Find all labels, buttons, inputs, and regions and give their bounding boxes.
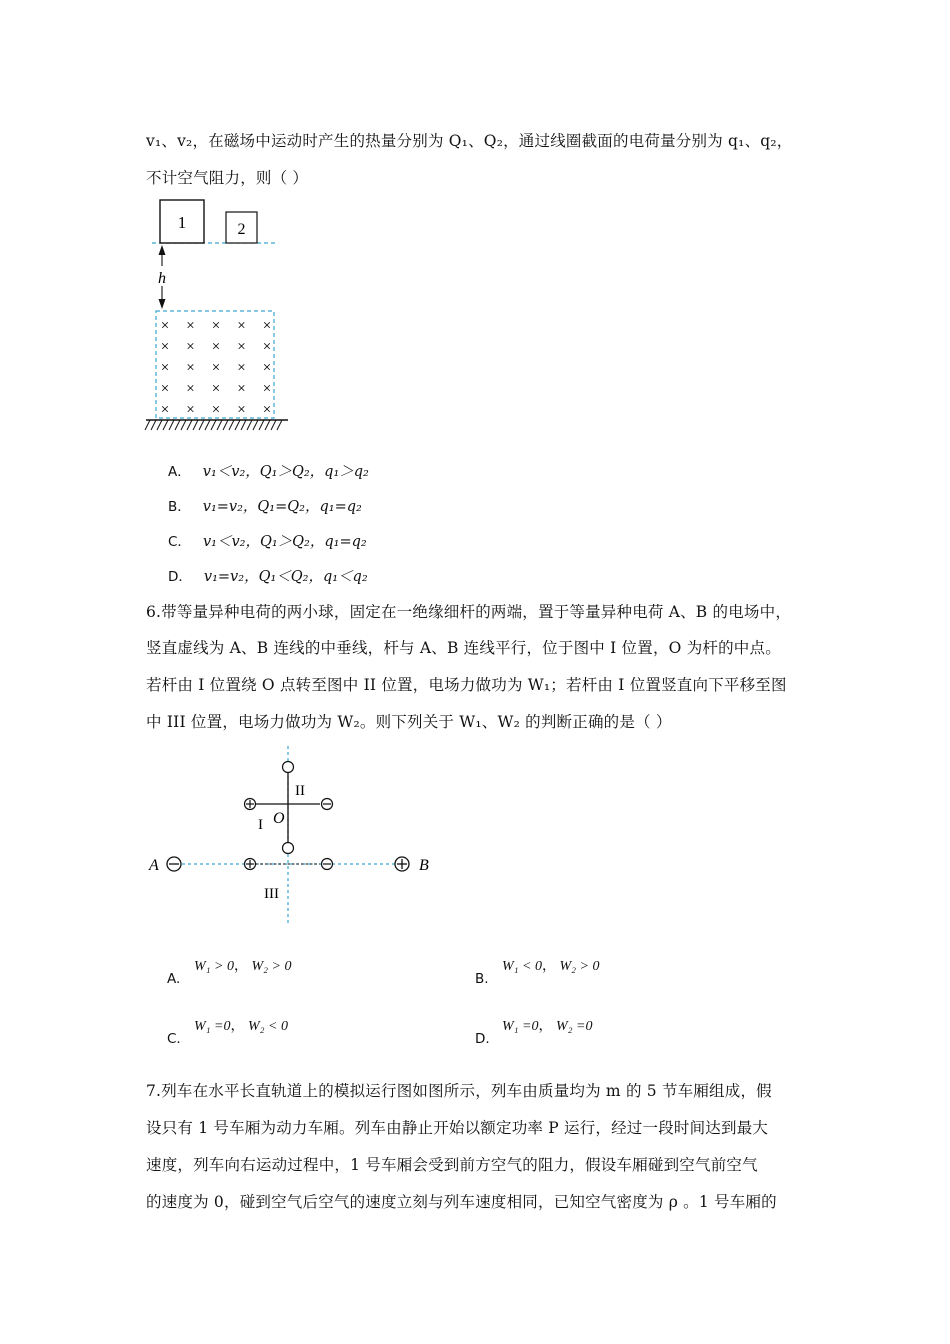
q7-stem-line-2: 设只有 1 号车厢为动力车厢。列车由静止开始以额定功率 P 运行，经过一段时间达到最大 (146, 1119, 769, 1137)
hatch-line (277, 420, 282, 430)
field-cross: × (237, 402, 246, 418)
hatch-line (205, 420, 210, 430)
hatch-line (271, 420, 276, 430)
label-a: A (149, 857, 159, 874)
q6-option-c[interactable]: C. W₁ =0， W₂ < 0 (167, 1019, 288, 1047)
q6-figure (140, 740, 450, 930)
hatch-line (211, 420, 216, 430)
hatch-line (223, 420, 228, 430)
ball-i-negative (322, 799, 333, 810)
height-label: h (158, 270, 166, 287)
field-cross: × (211, 360, 221, 376)
q5-option-c[interactable]: C． v₁＜v₂，Q₁＞Q₂，q₁=q₂ (168, 534, 367, 550)
field-crosses (161, 318, 271, 418)
field-cross: × (237, 381, 246, 397)
ball-i-positive (245, 799, 256, 810)
field-cross: × (211, 318, 221, 334)
q5-stem-line-2: 不计空气阻力，则（ ） (146, 169, 309, 187)
field-cross: × (160, 402, 170, 418)
hatch-line (253, 420, 258, 430)
field-cross: × (211, 402, 221, 418)
hatch-line (229, 420, 234, 430)
q5-figure (140, 192, 300, 442)
charge-b-positive (395, 857, 409, 871)
label-i: I (258, 817, 263, 833)
field-cross: × (262, 318, 272, 334)
label-ii: II (295, 783, 305, 799)
q6-option-d[interactable]: D. W₁ =0， W₂ =0 (475, 1019, 593, 1047)
hatch-line (187, 420, 192, 430)
q7-stem-line-4: 的速度为 0，碰到空气后空气的速度立刻与列车速度相同，已知空气密度为 ρ 。1 号车厢的 (146, 1193, 777, 1211)
hatch-line (259, 420, 264, 430)
q6-stem-line-1: 6.带等量异种电荷的两小球，固定在一绝缘细杆的两端，置于等量异种电荷 A、B 的电场中， (146, 603, 792, 621)
q6-option-a[interactable]: A. W₁ > 0， W₂ > 0 (167, 959, 292, 987)
q6-option-b[interactable]: B. W₁ < 0， W₂ > 0 (475, 959, 600, 987)
hatch-line (217, 420, 222, 430)
field-cross: × (186, 381, 195, 397)
hatch-line (241, 420, 246, 430)
field-cross: × (262, 381, 272, 397)
q5-option-b[interactable]: B． v₁=v₂，Q₁=Q₂，q₁=q₂ (168, 499, 362, 515)
charge-a-negative (167, 857, 181, 871)
hatch-line (175, 420, 180, 430)
field-cross: × (186, 402, 195, 418)
ball-ii-top (283, 762, 294, 773)
q6-stem-line-4: 中 III 位置，电场力做功为 W₂。则下列关于 W₁、W₂ 的判断正确的是（ ） (146, 713, 672, 731)
coil-2-label: 2 (237, 221, 246, 238)
ball-iii-positive (245, 859, 256, 870)
field-cross: × (262, 402, 272, 418)
hatch-line (235, 420, 240, 430)
field-cross: × (186, 318, 195, 334)
q7-stem-line-1: 7.列车在水平长直轨道上的模拟运行图如图所示，列车由质量均为 m 的 5 节车厢组成，假 (146, 1082, 772, 1100)
hatch-line (181, 420, 186, 430)
field-cross: × (262, 360, 272, 376)
hatch-line (145, 420, 150, 430)
ball-ii-bottom (283, 843, 294, 854)
field-cross: × (186, 360, 195, 376)
ground-hatch (145, 420, 282, 430)
hatch-line (199, 420, 204, 430)
field-cross: × (160, 360, 170, 376)
field-cross: × (160, 381, 170, 397)
q5-stem-line-1: v₁、v₂，在磁场中运动时产生的热量分别为 Q₁、Q₂，通过线圈截面的电荷量分别为 q₁、q₂， (146, 132, 793, 150)
hatch-line (193, 420, 198, 430)
field-cross: × (237, 339, 246, 355)
q5-option-a[interactable]: A． v₁＜v₂，Q₁＞Q₂，q₁＞q₂ (168, 464, 369, 480)
hatch-line (163, 420, 168, 430)
label-b: B (419, 857, 429, 874)
hatch-line (151, 420, 156, 430)
field-cross: × (237, 360, 246, 376)
coil-1-label: 1 (177, 213, 187, 232)
field-cross: × (186, 339, 195, 355)
field-cross: × (262, 339, 272, 355)
field-cross: × (160, 318, 170, 334)
q6-stem-line-3: 若杆由 I 位置绕 O 点转至图中 II 位置，电场力做功为 W₁；若杆由 I 位置竖直向下平移至图 (146, 676, 787, 694)
q6-stem-line-2: 竖直虚线为 A、B 连线的中垂线，杆与 A、B 连线平行，位于图中 I 位置，O 为杆的中点。 (146, 639, 781, 657)
label-iii: III (264, 886, 279, 902)
q5-option-d[interactable]: D． v₁=v₂，Q₁＜Q₂，q₁＜q₂ (168, 569, 368, 585)
hatch-line (169, 420, 174, 430)
field-cross: × (211, 381, 221, 397)
field-cross: × (160, 339, 170, 355)
ball-iii-negative (322, 859, 333, 870)
hatch-line (265, 420, 270, 430)
field-cross: × (211, 339, 221, 355)
hatch-line (247, 420, 252, 430)
q7-stem-line-3: 速度，列车向右运动过程中，1 号车厢会受到前方空气的阻力，假设车厢碰到空气前空气 (146, 1156, 758, 1174)
hatch-line (157, 420, 162, 430)
field-cross: × (237, 318, 246, 334)
label-o: O (273, 810, 285, 827)
